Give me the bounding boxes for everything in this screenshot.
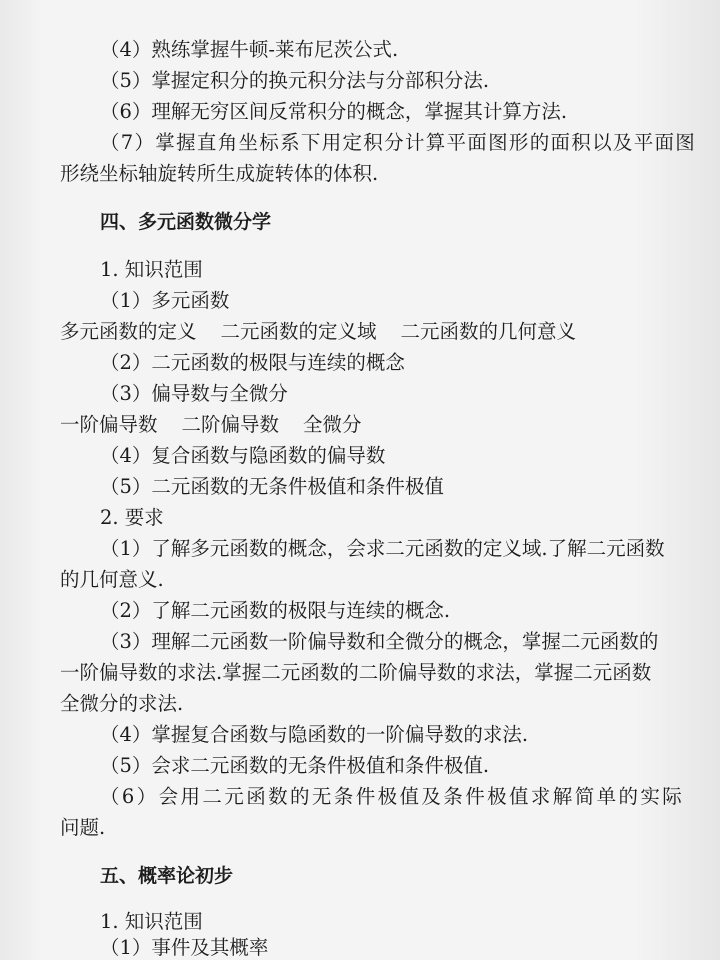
term-list <box>0 413 720 437</box>
item-text: （6）会用二元函数的无条件极值及条件极值求解简单的实际 <box>100 785 685 808</box>
item-text: （4）掌握复合函数与隐函数的一阶偏导数的求法. <box>100 723 529 746</box>
item-text: （7）掌握直角坐标系下用定积分计算平面图形的面积以及平面图 <box>100 131 697 154</box>
item-text-continued: 全微分的求法. <box>60 692 184 715</box>
section-heading: 四、多元函数微分学 <box>100 211 272 233</box>
item-text: （4）熟练掌握牛顿-莱布尼茨公式. <box>100 38 399 61</box>
term-list <box>0 320 720 344</box>
item-text: （5）二元函数的无条件极值和条件极值 <box>100 475 444 498</box>
term: 多元函数的定义 <box>60 320 197 343</box>
term: 二阶偏导数 <box>181 413 280 436</box>
item-text: （6）理解无穷区间反常积分的概念，掌握其计算方法. <box>100 100 568 123</box>
term: 二元函数的定义域 <box>220 320 377 343</box>
item-text-continued: 形绕坐标轴旋转所生成旋转体的体积. <box>60 162 379 185</box>
item-text: （4）复合函数与隐函数的偏导数 <box>100 444 386 467</box>
item-text: （3）理解二元函数一阶偏导数和全微分的概念，掌握二元函数的 <box>100 630 659 653</box>
item-text-continued: 的几何意义. <box>60 568 164 591</box>
item-text: （5）掌握定积分的换元积分法与分部积分法. <box>100 69 490 92</box>
item-text: （1）了解多元函数的概念，会求二元函数的定义域.了解二元函数 <box>100 537 665 560</box>
item-text: （5）会求二元函数的无条件极值和条件极值. <box>100 754 490 777</box>
term: 全微分 <box>303 413 362 436</box>
subsection-heading: 1. 知识范围 <box>100 258 203 281</box>
item-text-continued: 一阶偏导数的求法.掌握二元函数的二阶偏导数的求法，掌握二元函数 <box>60 661 652 684</box>
item-text-continued: 问题. <box>60 816 106 839</box>
subsection-heading: 2. 要求 <box>100 506 164 529</box>
term: 二元函数的几何意义 <box>400 320 577 343</box>
item-text: （2）了解二元函数的极限与连续的概念. <box>100 599 451 622</box>
item-text: （3）偏导数与全微分 <box>100 382 288 405</box>
term: 一阶偏导数 <box>60 413 158 436</box>
item-text: （1）多元函数 <box>100 289 230 312</box>
section-heading: 五、概率论初步 <box>100 865 234 887</box>
item-text: （1）事件及其概率 <box>100 936 269 959</box>
item-text: （2）二元函数的极限与连续的概念 <box>100 351 405 374</box>
subsection-heading: 1. 知识范围 <box>100 910 203 933</box>
